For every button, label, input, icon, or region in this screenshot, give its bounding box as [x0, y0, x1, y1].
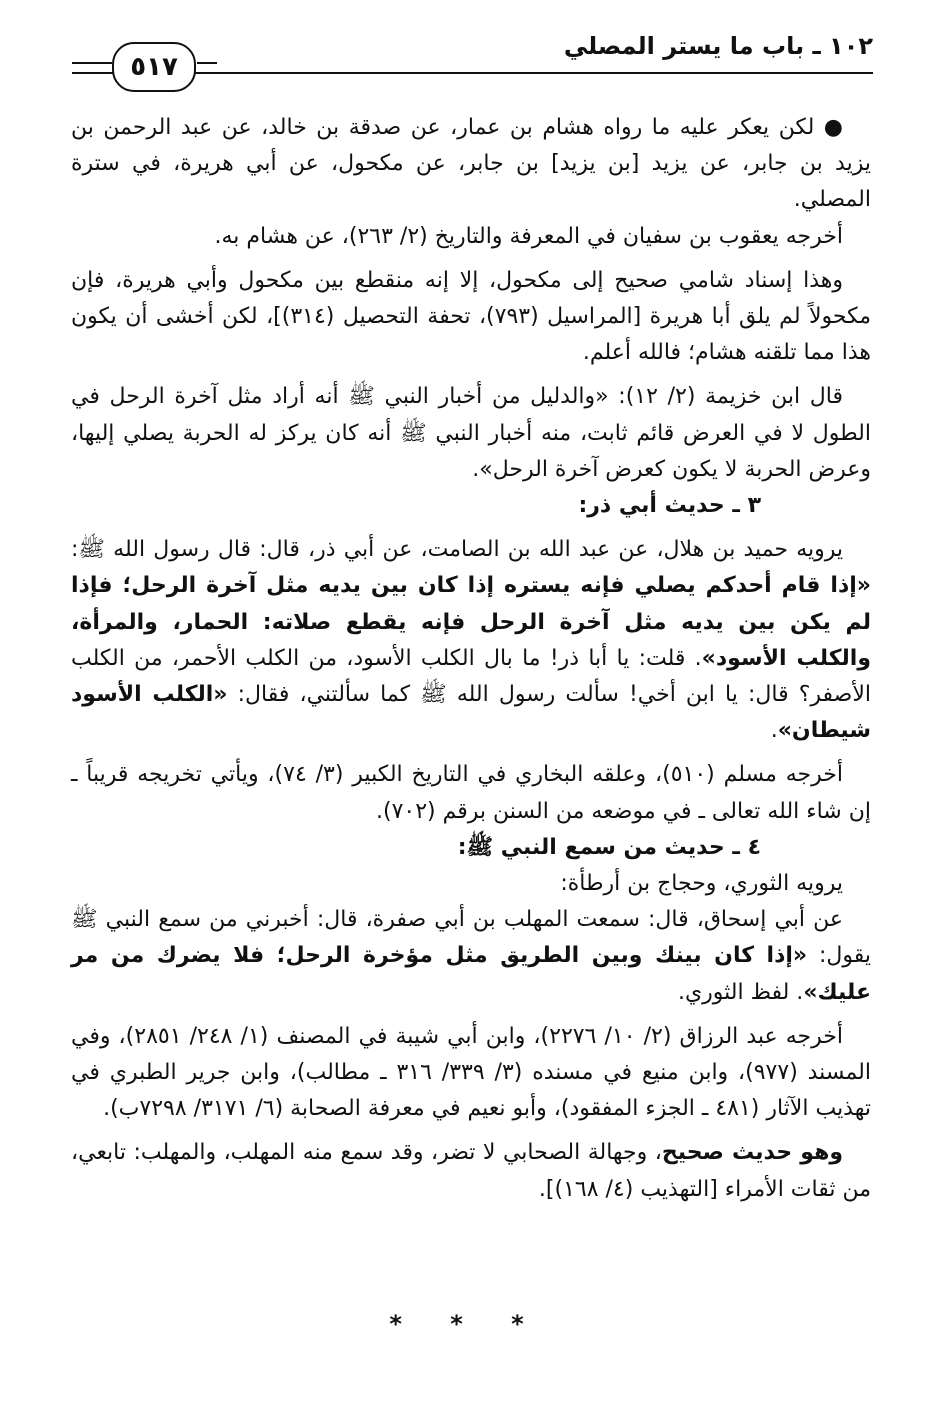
paragraph-8-text-b: . لفظ الثوري. [677, 979, 804, 1005]
paragraph-5-text-c: . [770, 718, 778, 744]
page-number: ٥١٧ [112, 42, 196, 92]
paragraph-8-text-a: عن أبي إسحاق، قال: سمعت المهلب بن أبي صفرة، قال: أخبرني من سمع النبي ﷺ يقول: [71, 907, 871, 969]
section-heading-3: ٣ ـ حديث أبي ذر: [578, 493, 761, 519]
paragraph-5-hadith-a: «إذا قام أحدكم يصلي فإنه يستره إذا كان بين يديه مثل آخرة الرحل؛ فإذا لم يكن بين يديه مثل آخرة الرحل فإنه يقطع صلاته: الحمار، والمرأة، والكلب الأسود» [71, 573, 871, 671]
ornament-lines-right [197, 62, 217, 74]
paragraph-8 [71, 902, 871, 1011]
paragraph-1: ● لكن يعكر عليه ما رواه هشام بن عمار، عن صدقة بن خالد، عن عبد الرحمن بن يزيد بن جابر، عن يزيد [بن يزيد] بن جابر، عن مكحول، عن أبي هريرة، في سترة المصلي. [71, 115, 871, 213]
paragraph-4: قال ابن خزيمة (٢/ ١٢): «والدليل من أخبار النبي ﷺ أنه أراد مثل آخرة الرحل في الطول لا في العرض قائم ثابت، منه أخبار النبي ﷺ أنه كان يركز له الحربة يصلي إليها، وعرض الحربة لا يكون كعرض آخرة الرحل». [71, 384, 871, 482]
paragraph-10-verdict: وهو حديث صحيح [661, 1140, 843, 1166]
running-title: ١٠٢ ـ باب ما يستر المصلي [563, 32, 873, 60]
paragraph-5-hadith-b: «الكلب الأسود شيطان» [71, 682, 871, 744]
paragraph-9: أخرجه عبد الرزاق (٢/ ١٠/ ٢٢٧٦)، وابن أبي شيبة في المصنف (١/ ٢٤٨/ ٢٨٥١)، وفي المسند (٩٧٧)، وابن منيع في مسنده (٣/ ٣٣٩/ ٣١٦ ـ مطالب)، وابن جرير الطبري في تهذيب الآثار (٤٨١ ـ الجزء المفقود)، وأبو نعيم في معرفة الصحابة (٦/ ٣١٧١/ ٧٢٩٨ب). [71, 1023, 871, 1122]
section-separator: * * * [389, 1310, 544, 1338]
paragraph-5-text-a: يرويه حميد بن هلال، عن عبد الله بن الصامت، عن أبي ذر، قال: قال رسول الله ﷺ: [71, 537, 843, 563]
page-header [72, 22, 873, 82]
paragraph-7: يرويه الثوري، وحجاج بن أرطأة: [560, 871, 843, 897]
paragraph-8-hadith: «إذا كان بينك وبين الطريق مثل مؤخرة الرحل؛ فلا يضرك من مر عليك» [71, 943, 871, 1005]
paragraph-5 [71, 532, 871, 749]
ornament-lines-left [72, 62, 112, 74]
paragraph-2: أخرجه يعقوب بن سفيان في المعرفة والتاريخ (٢/ ٢٦٣)، عن هشام به. [214, 223, 843, 249]
paragraph-5-text-b: . قلت: يا أبا ذر! ما بال الكلب الأسود، من الكلب الأحمر، من الكلب الأصفر؟ قال: يا ابن أخي! سألت رسول الله ﷺ كما سألتني، فقال: [71, 645, 871, 708]
paragraph-3: وهذا إسناد شامي صحيح إلى مكحول، إلا إنه منقطع بين مكحول وأبي هريرة، فإن مكحولاً لم يلق أبا هريرة [المراسيل (٧٩٣)، تحفة التحصيل (٣١٤)]، لكن أخشى أن يكون هذا مما تلقنه هشام؛ فالله أعلم. [71, 267, 872, 366]
page-body [71, 110, 871, 1208]
section-heading-4: ٤ ـ حديث من سمع النبي ﷺ: [457, 834, 761, 860]
paragraph-10 [71, 1135, 871, 1207]
page-number-ornament [72, 42, 212, 94]
paragraph-6: أخرجه مسلم (٥١٠)، وعلقه البخاري في التاريخ الكبير (٣/ ٧٤)، ويأتي تخريجه قريباً ـ إن شاء الله تعالى ـ في موضعه من السنن برقم (٧٠٢). [71, 762, 871, 824]
paragraph-10-text: ، وجهالة الصحابي لا تضر، وقد سمع منه المهلب، والمهلب: تابعي، من ثقات الأمراء [التهذيب (٤/ ١٦٨)]. [71, 1140, 871, 1202]
